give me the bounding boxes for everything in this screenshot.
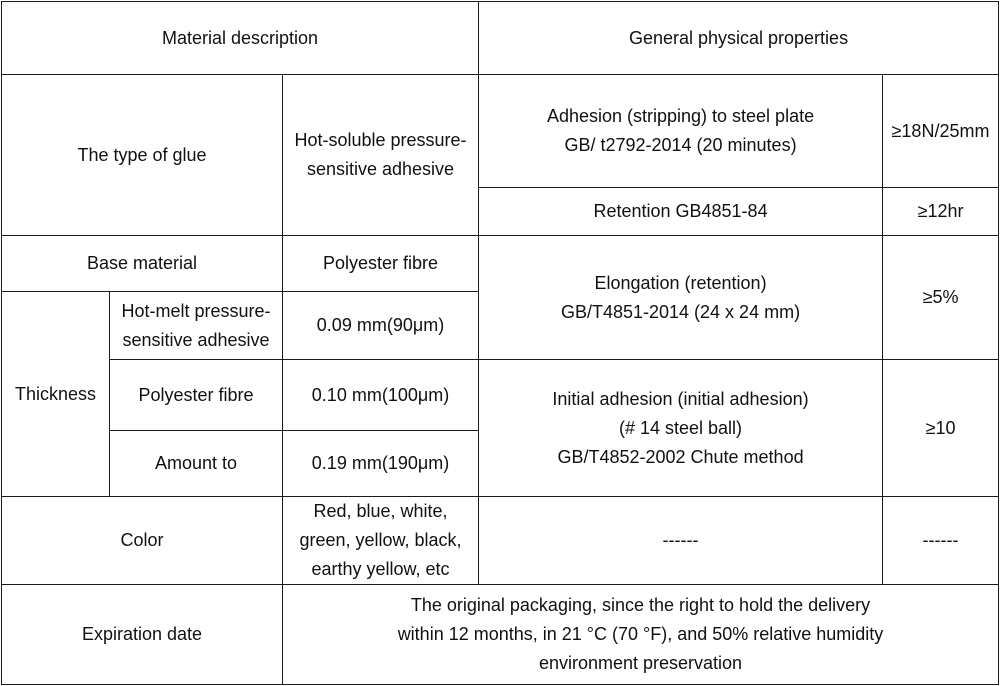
elongation-label: Elongation (retention) GB/T4851-2014 (24 x 24 mm)	[479, 236, 883, 360]
table-row	[2, 360, 999, 430]
base-material-value: Polyester fibre	[283, 236, 479, 292]
glue-type-value: Hot-soluble pressure- sensitive adhesive	[283, 75, 479, 236]
adhesion-steel-value: ≥18N/25mm	[883, 75, 999, 188]
glue-type-label: The type of glue	[2, 75, 283, 236]
table-row	[2, 236, 999, 292]
color-label: Color	[2, 496, 283, 584]
thickness-total-value: 0.19 mm(190μm)	[283, 430, 479, 496]
base-material-label: Base material	[2, 236, 283, 292]
table-row	[2, 584, 999, 684]
initial-adhesion-value: ≥10	[883, 360, 999, 496]
expiration-value: The original packaging, since the right to hold the delivery within 12 months, in 21 °C (70 °F), and 50% relative humidity environment preservation	[283, 584, 999, 684]
thickness-hotmelt-label: Hot-melt pressure- sensitive adhesive	[110, 292, 283, 360]
initial-adhesion-label: Initial adhesion (initial adhesion) (# 14 steel ball) GB/T4852-2002 Chute method	[479, 360, 883, 496]
expiration-label: Expiration date	[2, 584, 283, 684]
adhesion-steel-label: Adhesion (stripping) to steel plate GB/ t2792-2014 (20 minutes)	[479, 75, 883, 188]
material-description-header: Material description	[2, 2, 479, 75]
table-row	[2, 75, 999, 188]
thickness-label: Thickness	[2, 292, 110, 496]
header-row	[2, 2, 999, 75]
table-row	[2, 496, 999, 584]
thickness-total-label: Amount to	[110, 430, 283, 496]
retention-value: ≥12hr	[883, 188, 999, 236]
elongation-value: ≥5%	[883, 236, 999, 360]
thickness-polyester-value: 0.10 mm(100μm)	[283, 360, 479, 430]
general-physical-properties-header: General physical properties	[479, 2, 999, 75]
spec-table	[1, 1, 999, 685]
thickness-hotmelt-value: 0.09 mm(90μm)	[283, 292, 479, 360]
color-property-value: ------	[883, 496, 999, 584]
thickness-polyester-label: Polyester fibre	[110, 360, 283, 430]
color-property: ------	[479, 496, 883, 584]
color-value: Red, blue, white, green, yellow, black, earthy yellow, etc	[283, 496, 479, 584]
retention-label: Retention GB4851-84	[479, 188, 883, 236]
